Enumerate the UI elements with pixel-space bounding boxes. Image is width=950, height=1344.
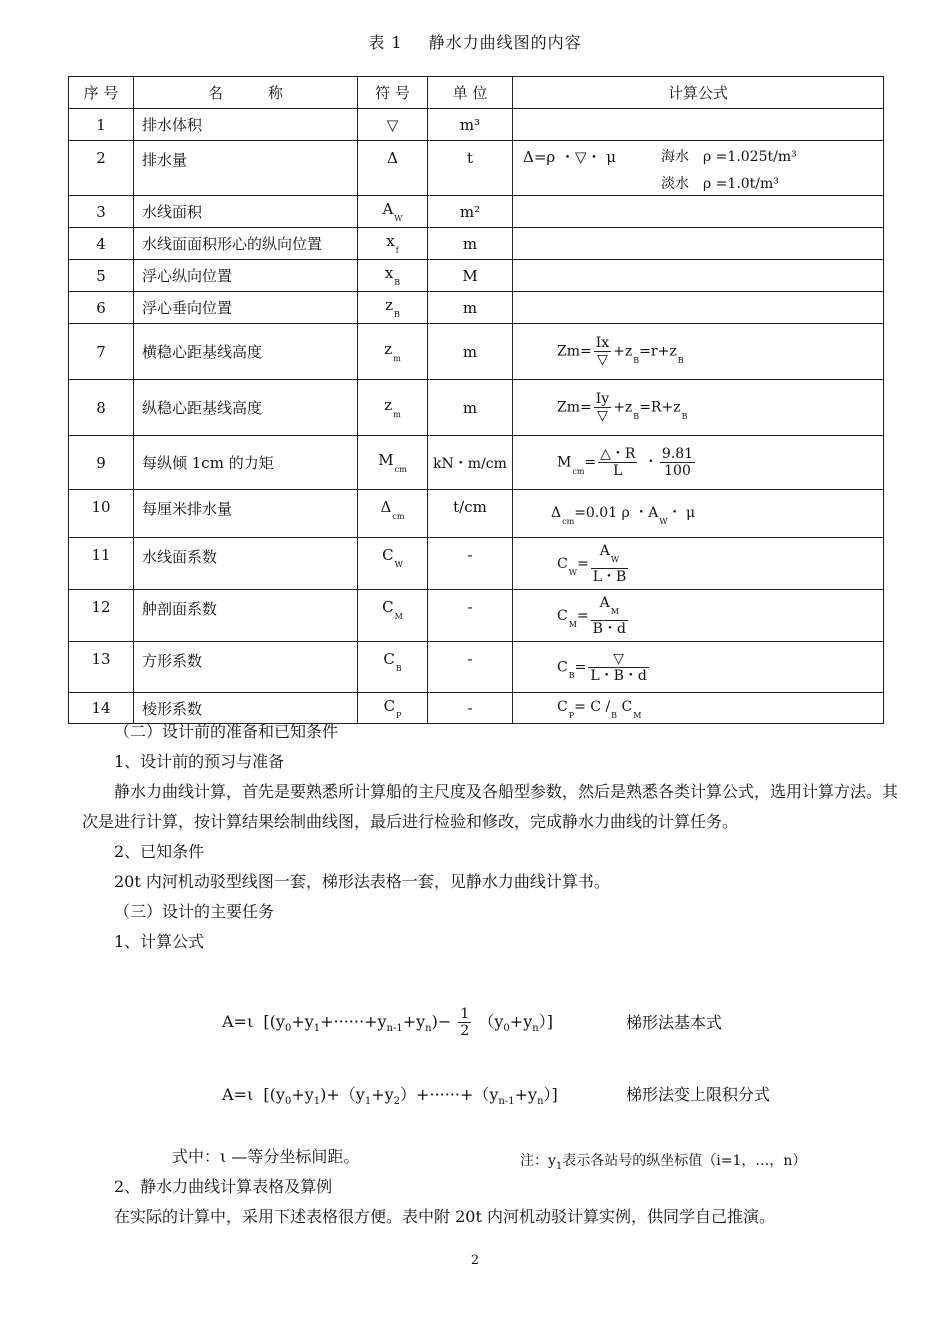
row-name: 舯剖面系数 bbox=[134, 590, 358, 642]
formula-subscript: B bbox=[611, 710, 618, 720]
denominator: L・B・d bbox=[590, 667, 647, 684]
table-row bbox=[69, 324, 884, 380]
formula-lhs: M bbox=[557, 454, 572, 471]
row-symbol bbox=[358, 109, 428, 141]
row-formula bbox=[513, 141, 884, 196]
table-row bbox=[69, 141, 884, 196]
freshwater-density: 淡水 ρ =1.0t/m³ bbox=[661, 176, 779, 192]
row-unit: m bbox=[428, 292, 513, 324]
formula-term: =R+z bbox=[639, 399, 681, 416]
row-unit: - bbox=[428, 642, 513, 693]
block-coefficient-formula: $C_B=$ $\frac{▽}{L・B・d}$ bbox=[557, 650, 647, 684]
row-no: 9 bbox=[69, 436, 134, 490]
symbol-subscript: m bbox=[393, 354, 401, 363]
trapezoid-variable-formula: A=ι $[(y_0+y_1)+(y_1+y_2)+\cdot\cdot\cdot\cdot\cdot\cdot+(y_{n-1}+y_n)]$ bbox=[222, 1085, 558, 1107]
symbol-main: Δ bbox=[380, 498, 392, 516]
numerator: Ix bbox=[595, 335, 610, 351]
row-formula bbox=[513, 109, 884, 141]
formula-lhs: C bbox=[557, 698, 568, 715]
row-name: 横稳心距基线高度 bbox=[134, 324, 358, 380]
symbol-main: z bbox=[384, 340, 393, 358]
row-symbol bbox=[358, 590, 428, 642]
fraction bbox=[594, 391, 611, 424]
numerator bbox=[591, 595, 628, 621]
subsection-heading: 1、计算公式 bbox=[114, 932, 205, 951]
fraction bbox=[660, 446, 695, 479]
section-heading: （三）设计的主要任务 bbox=[114, 902, 275, 921]
symbol-subscript: W bbox=[394, 560, 403, 569]
row-name: 水线面积 bbox=[134, 196, 358, 228]
trapezoid-basic-label: 梯形法基本式 bbox=[626, 1013, 723, 1032]
hydrostatic-table bbox=[68, 76, 884, 724]
row-name: 浮心垂向位置 bbox=[134, 292, 358, 324]
fraction bbox=[591, 543, 629, 585]
symbol-main: Δ bbox=[387, 149, 398, 167]
trapezoid-variable-label: 梯形法变上限积分式 bbox=[626, 1085, 771, 1104]
numerator-symbol: A bbox=[599, 594, 610, 611]
symbol-main: x bbox=[386, 232, 395, 250]
row-name: 方形系数 bbox=[134, 642, 358, 693]
row-unit: kN・m/cm bbox=[428, 436, 513, 490]
caption-number: 表 1 bbox=[368, 33, 403, 52]
subsection-heading: 2、静水力曲线计算表格及算例 bbox=[114, 1177, 333, 1196]
symbol-main: C bbox=[383, 650, 395, 668]
symbol-subscript: B bbox=[394, 310, 400, 319]
row-formula bbox=[513, 642, 884, 693]
symbol-subscript: m bbox=[393, 410, 401, 419]
table-row bbox=[69, 590, 884, 642]
section-heading: （二）设计前的准备和已知条件 bbox=[114, 722, 339, 741]
header-unit: 单 位 bbox=[428, 77, 513, 109]
formula-subscript: B bbox=[568, 671, 575, 680]
formula-lhs: C bbox=[557, 555, 568, 572]
row-unit: t bbox=[428, 141, 513, 196]
row-formula bbox=[513, 324, 884, 380]
formula-lhs: Zm= bbox=[557, 399, 592, 416]
table-row bbox=[69, 228, 884, 260]
symbol-subscript: f bbox=[395, 246, 399, 255]
denominator: L・B bbox=[592, 568, 627, 585]
row-formula bbox=[513, 260, 884, 292]
denominator: ▽ bbox=[597, 408, 608, 424]
row-unit: m² bbox=[428, 196, 513, 228]
symbol-main: z bbox=[385, 296, 393, 314]
formula-subscript: B bbox=[633, 411, 640, 421]
formula-subscript: M bbox=[610, 606, 619, 616]
note-text: 表示各站号的纵坐标值（i=1，…，n） bbox=[562, 1153, 807, 1169]
formula-term: ・ bbox=[643, 454, 658, 471]
table-caption bbox=[0, 30, 950, 53]
header-no: 序 号 bbox=[69, 77, 134, 109]
symbol-subscript: P bbox=[396, 710, 402, 720]
paragraph: 静水力曲线计算，首先是要熟悉所计算船的主尺度及各船型参数，然后是熟悉各类计算公式，选用计算方法。其次是进行计算，按计算结果绘制曲线图，最后进行检验和修改，完成静水力曲线的计算任务。 bbox=[82, 782, 899, 831]
row-formula bbox=[513, 436, 884, 490]
waterplane-coefficient-formula: $C_W=$ $\frac{A_W}{L・B}$ bbox=[557, 542, 627, 585]
formula-term: +z bbox=[613, 343, 633, 360]
numerator: Iy bbox=[595, 391, 610, 407]
row-name: 排水体积 bbox=[134, 109, 358, 141]
row-formula bbox=[513, 490, 884, 538]
row-unit: m bbox=[428, 380, 513, 436]
subsection-heading: 1、设计前的预习与准备 bbox=[114, 752, 285, 771]
table-row bbox=[69, 538, 884, 590]
row-unit: m³ bbox=[428, 109, 513, 141]
symbol-subscript: cm bbox=[392, 512, 405, 521]
row-formula bbox=[513, 380, 884, 436]
seawater-density: 海水 ρ =1.025t/m³ bbox=[661, 149, 797, 165]
table-row bbox=[69, 490, 884, 538]
symbol-subscript: B bbox=[394, 278, 401, 287]
table-row bbox=[69, 260, 884, 292]
row-no: 10 bbox=[69, 490, 134, 538]
table-row bbox=[69, 436, 884, 490]
formula-lhs: Zm= bbox=[557, 343, 592, 360]
formula-term: +z bbox=[613, 399, 633, 416]
symbol-main: C bbox=[383, 696, 396, 715]
subsection-heading: 2、已知条件 bbox=[114, 842, 205, 861]
symbol-main: z bbox=[384, 396, 393, 414]
row-symbol bbox=[358, 141, 428, 196]
formula-where: 式中：ι —等分坐标间距。 bbox=[172, 1147, 360, 1166]
row-unit: m bbox=[428, 324, 513, 380]
row-no: 8 bbox=[69, 380, 134, 436]
formula-term: = C / bbox=[574, 698, 611, 715]
symbol-main: x bbox=[384, 264, 394, 282]
body-text-2 bbox=[78, 1172, 908, 1232]
row-formula bbox=[513, 538, 884, 590]
symbol-main: A bbox=[382, 200, 394, 218]
trim-moment-formula bbox=[557, 446, 697, 479]
table-row bbox=[69, 196, 884, 228]
formula-subscript: cm bbox=[562, 516, 575, 526]
row-no: 2 bbox=[69, 141, 134, 196]
row-formula bbox=[513, 228, 884, 260]
symbol-subscript: B bbox=[395, 664, 402, 673]
row-formula bbox=[513, 590, 884, 642]
longitudinal-metacenter-formula bbox=[557, 391, 687, 424]
formula-term: =r+z bbox=[639, 343, 677, 360]
symbol-main: C bbox=[382, 598, 394, 616]
symbol-subscript: W bbox=[394, 214, 403, 223]
formula-term: ・ μ bbox=[667, 504, 696, 521]
header-symbol: 符 号 bbox=[358, 77, 428, 109]
formula-subscript: cm bbox=[572, 466, 585, 476]
row-no: 1 bbox=[69, 109, 134, 141]
formula-term: C bbox=[621, 698, 633, 715]
paragraph: 20t 内河机动驳型线图一套，梯形法表格一套，见静水力曲线计算书。 bbox=[114, 872, 610, 891]
symbol-main: C bbox=[382, 546, 394, 564]
row-name: 每纵倾 1cm 的力矩 bbox=[134, 436, 358, 490]
formula-subscript: W bbox=[659, 516, 668, 526]
symbol-main: ▽ bbox=[386, 115, 399, 134]
formula-subscript: B bbox=[633, 355, 640, 365]
row-symbol bbox=[358, 196, 428, 228]
displacement-formula: Δ=ρ ・▽・ μ bbox=[523, 148, 617, 166]
denominator: ▽ bbox=[597, 352, 608, 368]
formula-lhs: Δ bbox=[551, 504, 562, 521]
formula-term: =0.01 ρ ・A bbox=[574, 504, 659, 521]
row-unit: M bbox=[428, 260, 513, 292]
formula-subscript: B bbox=[681, 411, 688, 421]
row-no: 14 bbox=[69, 693, 134, 724]
row-symbol bbox=[358, 260, 428, 292]
fraction bbox=[591, 595, 628, 637]
table-row bbox=[69, 642, 884, 693]
table-row bbox=[69, 292, 884, 324]
note-prefix: 注：y bbox=[520, 1153, 556, 1169]
transverse-metacenter-formula bbox=[557, 335, 684, 368]
table-header-row bbox=[69, 77, 884, 109]
row-symbol bbox=[358, 490, 428, 538]
denominator: 100 bbox=[664, 463, 691, 479]
row-formula bbox=[513, 292, 884, 324]
row-symbol bbox=[358, 538, 428, 590]
fraction bbox=[588, 651, 649, 684]
formula-subscript: P bbox=[568, 710, 575, 720]
row-unit: - bbox=[428, 538, 513, 590]
numerator: 9.81 bbox=[661, 446, 694, 462]
row-name: 每厘米排水量 bbox=[134, 490, 358, 538]
denominator: B・d bbox=[592, 620, 626, 637]
row-formula bbox=[513, 196, 884, 228]
row-no: 5 bbox=[69, 260, 134, 292]
numerator bbox=[591, 543, 629, 569]
row-unit: - bbox=[428, 590, 513, 642]
header-name: 名 称 bbox=[134, 77, 358, 109]
table-row bbox=[69, 109, 884, 141]
row-name: 排水量 bbox=[134, 141, 358, 196]
row-unit: m bbox=[428, 228, 513, 260]
row-symbol bbox=[358, 642, 428, 693]
formula-subscript: W bbox=[610, 554, 620, 564]
row-unit: - bbox=[428, 693, 513, 724]
row-name: 水线面系数 bbox=[134, 538, 358, 590]
row-name: 棱形系数 bbox=[134, 693, 358, 724]
fraction bbox=[594, 335, 611, 368]
header-formula: 计算公式 bbox=[513, 77, 884, 109]
tpc-formula bbox=[551, 502, 695, 526]
symbol-main: M bbox=[378, 451, 394, 469]
row-unit: t/cm bbox=[428, 490, 513, 538]
midship-coefficient-formula: $C_M=$ $\frac{A_M}{B・d}$ bbox=[557, 594, 626, 637]
formula-subscript: M bbox=[568, 619, 577, 629]
caption-title: 静水力曲线图的内容 bbox=[428, 33, 582, 52]
paragraph: 在实际的计算中，采用下述表格很方便。表中附 20t 内河机动驳计算实例，供同学自己推演。 bbox=[114, 1207, 775, 1226]
symbol-subscript: M bbox=[394, 612, 403, 621]
row-no: 4 bbox=[69, 228, 134, 260]
numerator: ▽ bbox=[588, 651, 649, 668]
row-no: 12 bbox=[69, 590, 134, 642]
trapezoid-basic-formula: A=ι [$(y_0+y_1+\cdot\cdot\cdot\cdot\cdot\cdot+y_{n-1}+y_n)-$ $\frac{1}{2}$ $(y_0+y_n)$] bbox=[222, 1006, 553, 1039]
row-no: 6 bbox=[69, 292, 134, 324]
row-no: 3 bbox=[69, 196, 134, 228]
row-name: 浮心纵向位置 bbox=[134, 260, 358, 292]
row-name: 水线面面积形心的纵向位置 bbox=[134, 228, 358, 260]
formula-term: = bbox=[584, 454, 597, 471]
row-symbol bbox=[358, 324, 428, 380]
row-no: 13 bbox=[69, 642, 134, 693]
table-row bbox=[69, 380, 884, 436]
formula-subscript: B bbox=[677, 355, 684, 365]
denominator: L bbox=[613, 463, 623, 479]
formula-lhs: C bbox=[557, 607, 568, 624]
symbol-subscript: cm bbox=[394, 465, 407, 474]
row-symbol bbox=[358, 228, 428, 260]
row-symbol bbox=[358, 292, 428, 324]
row-no: 7 bbox=[69, 324, 134, 380]
formula-subscript: W bbox=[568, 567, 577, 577]
fraction bbox=[598, 446, 637, 479]
formula-note bbox=[520, 1150, 806, 1172]
numerator-symbol: A bbox=[599, 542, 610, 559]
formula-lhs: C bbox=[557, 659, 568, 675]
formula-subscript: M bbox=[633, 710, 642, 720]
row-symbol bbox=[358, 436, 428, 490]
page-number: 2 bbox=[470, 1253, 480, 1268]
row-no: 11 bbox=[69, 538, 134, 590]
note-subscript: 1 bbox=[555, 1161, 563, 1172]
row-symbol bbox=[358, 380, 428, 436]
row-name: 纵稳心距基线高度 bbox=[134, 380, 358, 436]
body-text bbox=[78, 717, 908, 957]
numerator: △・R bbox=[600, 446, 636, 462]
